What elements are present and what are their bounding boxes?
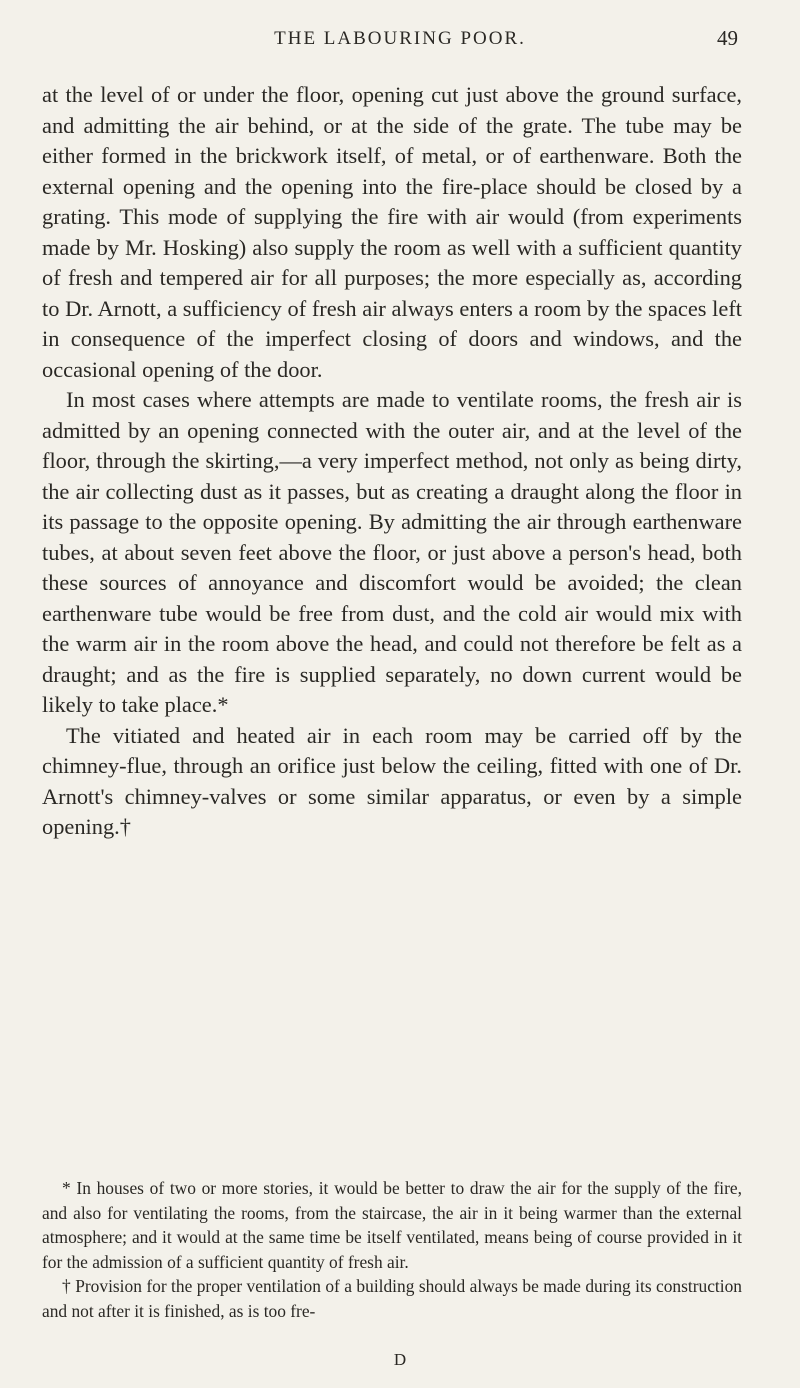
- page-number: 49: [717, 26, 738, 50]
- signature-mark: D: [393, 1350, 407, 1369]
- footnote: † Provision for the proper ventilation of a building should always be made during its construction and not after it is finished, as is too fre-: [42, 1276, 742, 1321]
- body-text: [42, 80, 742, 843]
- running-head: THE LABOURING POOR.: [274, 28, 526, 49]
- paragraph: at the level of or under the floor, opening cut just above the ground surface, and admitting the air behind, or at the side of the grate. The tube may be either formed in the brickwork itself, of metal, or of earthenware. Both the external opening and the opening into the fire-place should be closed by a grating. This mode of supplying the fire with air would (from experiments made by Mr. Hosking) also supply the room as well with a sufficient quantity of fresh and tempered air for all purposes; the more especially as, according to Dr. Arnott, a sufficiency of fresh air always enters a room by the spaces left in consequence of the imperfect closing of doors and windows, and the occasional opening of the door.: [42, 82, 742, 382]
- paragraph: In most cases where attempts are made to ventilate rooms, the fresh air is admitted by an opening connected with the outer air, and at the level of the floor, through the skirting,—a very imperfect method, not only as being dirty, the air collecting dust as it passes, but as creating a draught along the floor in its passage to the opposite opening. By admitting the air through earthenware tubes, at about seven feet above the floor, or just above a person's head, both these sources of annoyance and discomfort would be avoided; the clean earthenware tube would be free from dust, and the cold air would mix with the warm air in the room above the head, and could not therefore be felt as a draught; and as the fire is supplied separately, no down current would be likely to take place.*: [42, 387, 742, 717]
- footnotes: [42, 1176, 742, 1323]
- paragraph: The vitiated and heated air in each room may be carried off by the chimney-flue, through an orifice just below the ceiling, fitted with one of Dr. Arnott's chimney-valves or some similar apparatus, or even by a simple opening.†: [42, 722, 742, 839]
- footnote: * In houses of two or more stories, it would be better to draw the air for the supply of the fire, and also for ventilating the rooms, from the staircase, the air in it being warmer than the external atmosphere; and it would at the same time be itself ventilated, means being of course provided in it for the admission of a sufficient quantity of fresh air.: [42, 1178, 742, 1272]
- page-header: [0, 22, 800, 56]
